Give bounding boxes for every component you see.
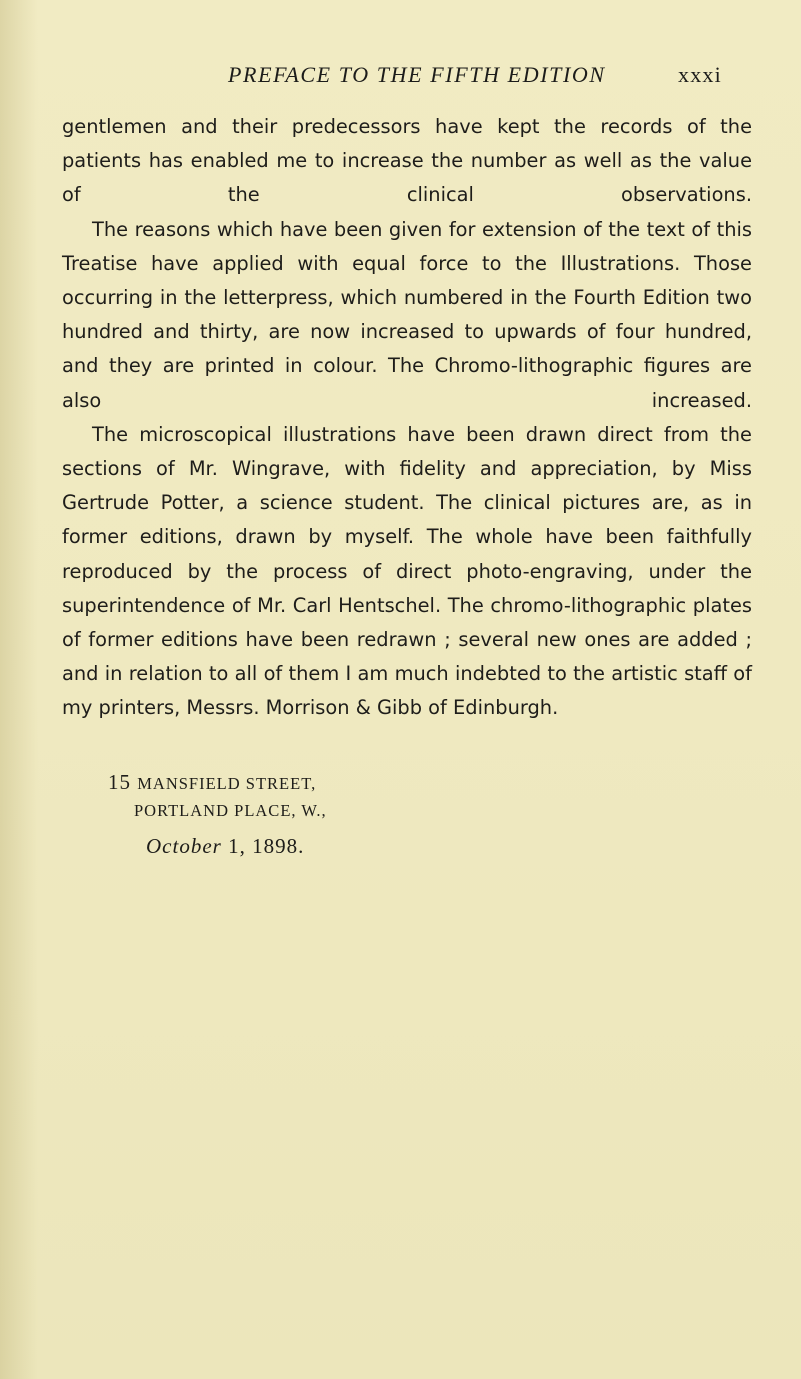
street-name: MANSFIELD STREET, (137, 774, 317, 793)
signoff-month: October (146, 834, 222, 858)
signoff-line-1 (108, 770, 316, 795)
paragraph-3: The microscopical illustrations have been drawn direct from the sections of Mr. Wingrave, with fidelity and appreciation, by Miss Gertrude Potter, a science student. The clinical pictures are, as in former editions, drawn by myself. The whole have been faithfully reproduced by the process of direct photo-engraving, under the superintendence of Mr. Carl Hentschel. The chromo-lithographic plates of former editions have been redrawn ; several new ones are added ; and in relation to all of them I am much indebted to the artistic staff of my printers, Messrs. Morrison & Gibb of Edinburgh. (62, 422, 752, 720)
page-number: xxxi (678, 62, 722, 87)
body-text (62, 110, 752, 726)
signoff-line-3 (146, 834, 304, 859)
street-number: 15 (108, 770, 131, 794)
running-head (0, 62, 801, 92)
paragraph-2: The reasons which have been given for extension of the text of this Treatise have applied with equal force to the Illustrations. Those occurring in the letterpress, which numbered in the Fourth Edition two hundred and thirty, are now increased to upwards of four hundred, and they are printed in colour. The Chromo-lithographic figures are also increased. (62, 217, 752, 412)
signoff-line-2: PORTLAND PLACE, W., (134, 801, 327, 820)
signoff-date: 1, 1898. (228, 834, 305, 858)
paragraph-1: gentlemen and their predecessors have kept the records of the patients has enabled me to increase the number as well as the value of the clinical observations. (62, 115, 752, 207)
running-head-title: PREFACE TO THE FIFTH EDITION (228, 62, 606, 87)
